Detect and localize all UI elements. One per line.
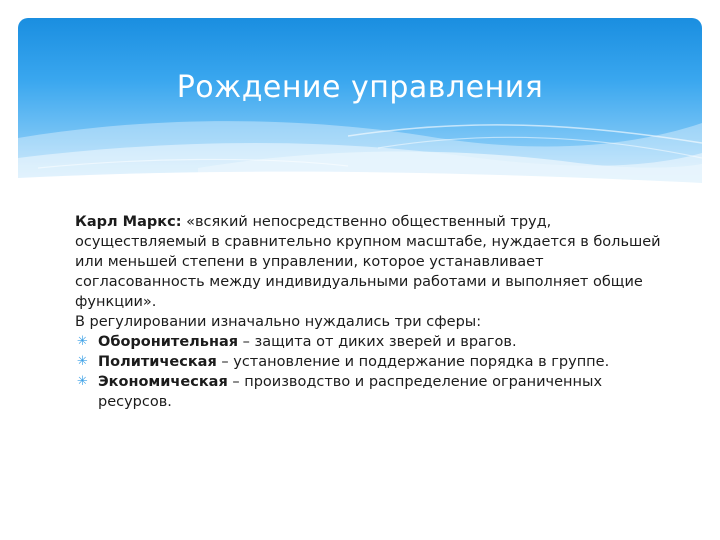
slide-body: [75, 212, 675, 412]
snowflake-bullet-icon: ✳: [77, 334, 88, 349]
spheres-intro: В регулировании изначально нуждались три сферы:: [75, 314, 482, 330]
snowflake-bullet-icon: ✳: [77, 354, 88, 369]
list-item: [75, 372, 675, 412]
wave-decoration: [18, 18, 702, 198]
slide-title: Рождение управления: [176, 70, 544, 105]
sphere-name: Экономическая: [98, 374, 228, 390]
sphere-name: Политическая: [98, 354, 217, 370]
marx-quote: [75, 212, 675, 312]
sphere-description: – защита от диких зверей и врагов.: [238, 334, 517, 350]
title-banner: [18, 18, 702, 198]
sphere-description: – установление и поддержание порядка в группе.: [216, 354, 610, 370]
spheres-list: [75, 332, 675, 412]
quote-author: Карл Маркс:: [75, 214, 182, 230]
quote-text: «всякий непосредственно общественный труд, осуществляемый в сравнительно крупном масштабе, нуждается в большей или меньшей степени в управлении, которое устанавливает согласованность между индивидуальными работами и выполняет общие функции».: [75, 214, 661, 310]
snowflake-bullet-icon: ✳: [77, 374, 88, 389]
sphere-name: Оборонительная: [98, 334, 239, 350]
list-item: [75, 332, 675, 352]
list-item: [75, 352, 675, 372]
sphere-description: – производство и распределение ограниченных ресурсов.: [98, 374, 603, 410]
